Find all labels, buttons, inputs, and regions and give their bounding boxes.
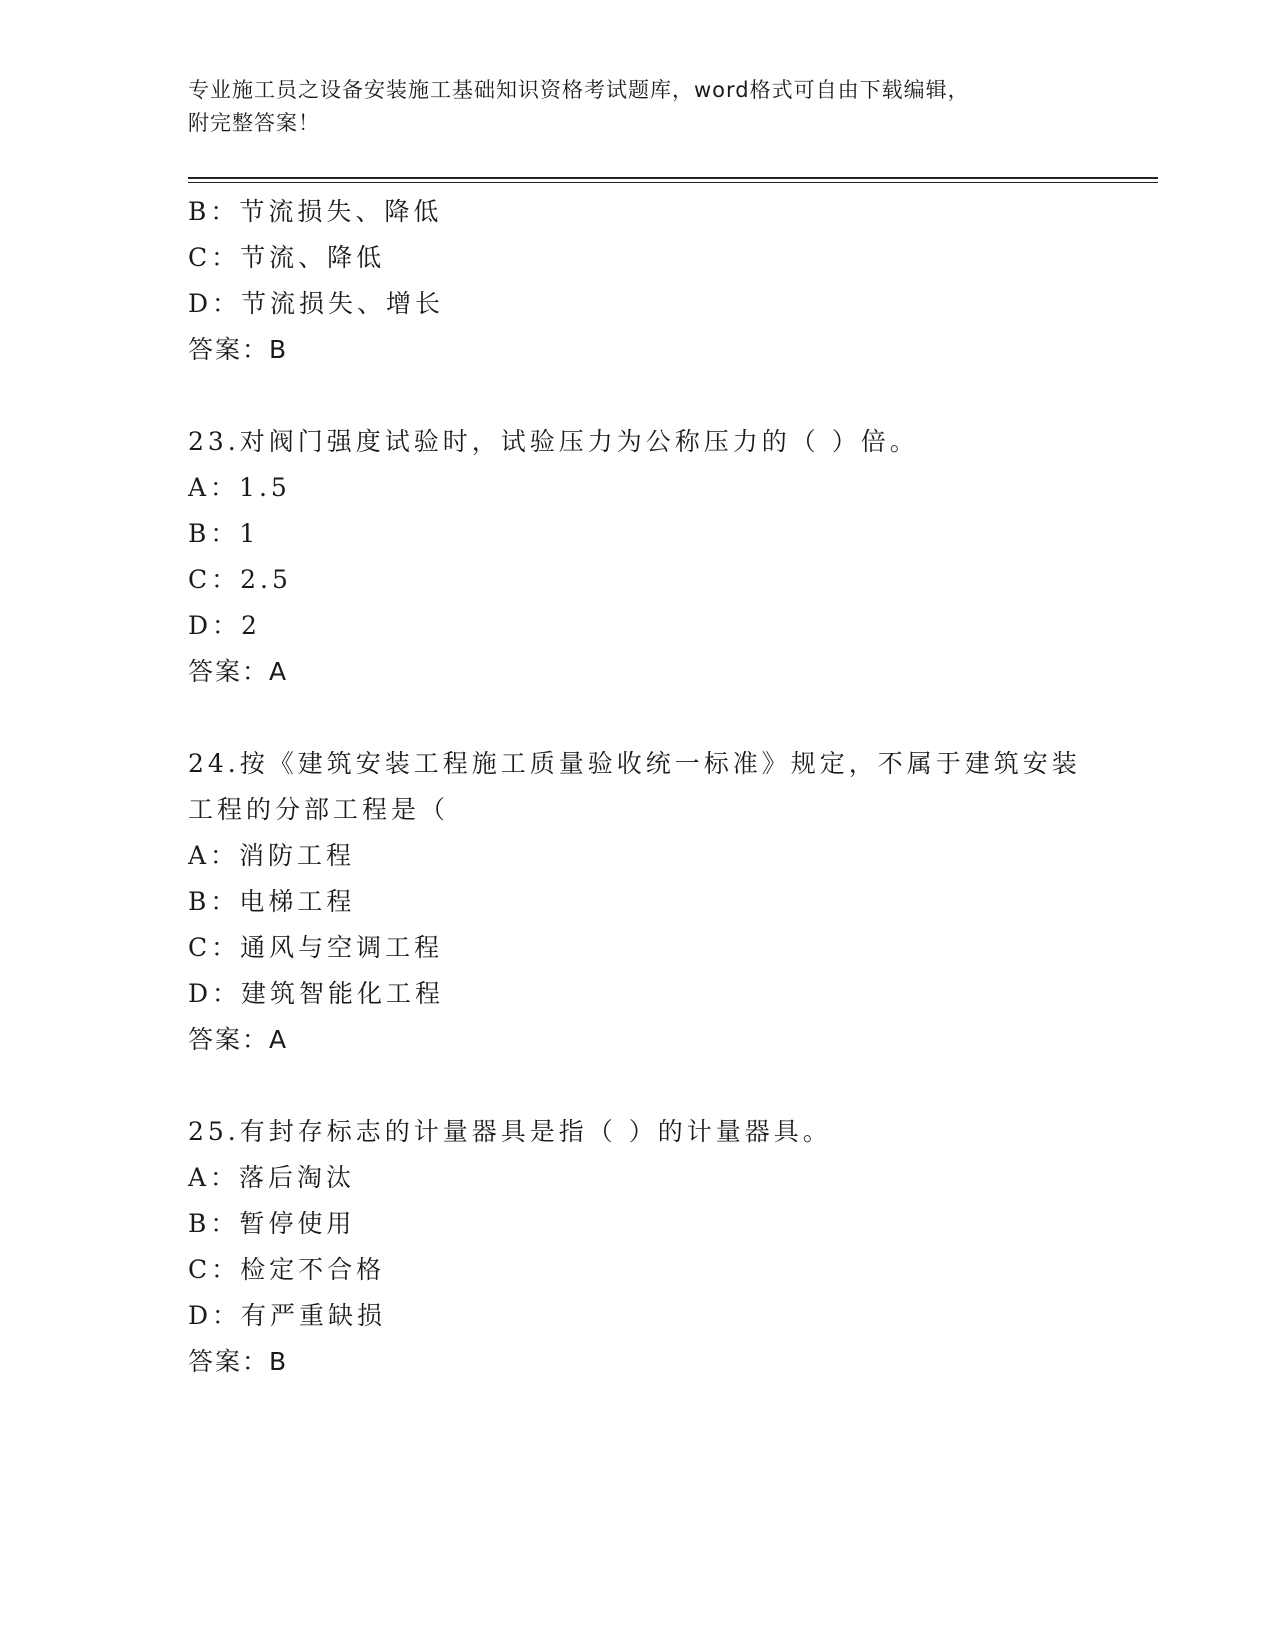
option-c: C：通风与空调工程 [188, 933, 444, 962]
option-b: B：节流损失、降低 [188, 197, 443, 226]
header-line-2: 附完整答案！ [188, 111, 320, 135]
answer-line: 答案：A [188, 657, 289, 686]
header-line-1: 专业施工员之设备安装施工基础知识资格考试题库，word格式可自由下载编辑， [188, 78, 970, 102]
question-spacer [188, 695, 1128, 741]
answer-line: 答案：B [188, 335, 289, 364]
option-c: C：2.5 [188, 565, 292, 594]
question-spacer [188, 1063, 1128, 1109]
option-b: B：电梯工程 [188, 887, 356, 916]
question-spacer [188, 373, 1128, 419]
header-divider-thin [188, 182, 1158, 183]
question-25-block [188, 1109, 1128, 1385]
question-23-text: 23.对阀门强度试验时，试验压力为公称压力的（ ）倍。 [188, 427, 919, 456]
option-a: A：落后淘汰 [188, 1163, 356, 1192]
question-23-block [188, 419, 1128, 695]
question-24-text-line-2: 工程的分部工程是（ [188, 795, 450, 824]
question-25-text: 25.有封存标志的计量器具是指（ ）的计量器具。 [188, 1117, 832, 1146]
option-b: B：1 [188, 519, 260, 548]
question-list [188, 189, 1128, 1385]
answer-line: 答案：A [188, 1025, 289, 1054]
question-24-block [188, 741, 1128, 1063]
option-c: C：节流、降低 [188, 243, 386, 272]
option-d: D：建筑智能化工程 [188, 979, 445, 1008]
question-24-text-line-1: 24.按《建筑安装工程施工质量验收统一标准》规定，不属于建筑安装 [188, 749, 1081, 778]
header-divider-thick [188, 177, 1158, 179]
answer-line: 答案：B [188, 1347, 289, 1376]
option-d: D：节流损失、增长 [188, 289, 445, 318]
option-a: A：1.5 [188, 473, 291, 502]
option-c: C：检定不合格 [188, 1255, 386, 1284]
option-a: A：消防工程 [188, 841, 356, 870]
option-b: B：暂停使用 [188, 1209, 356, 1238]
document-header [188, 74, 1088, 140]
option-d: D：有严重缺损 [188, 1301, 387, 1330]
prev-question-block [188, 189, 1128, 373]
option-d: D：2 [188, 611, 261, 640]
